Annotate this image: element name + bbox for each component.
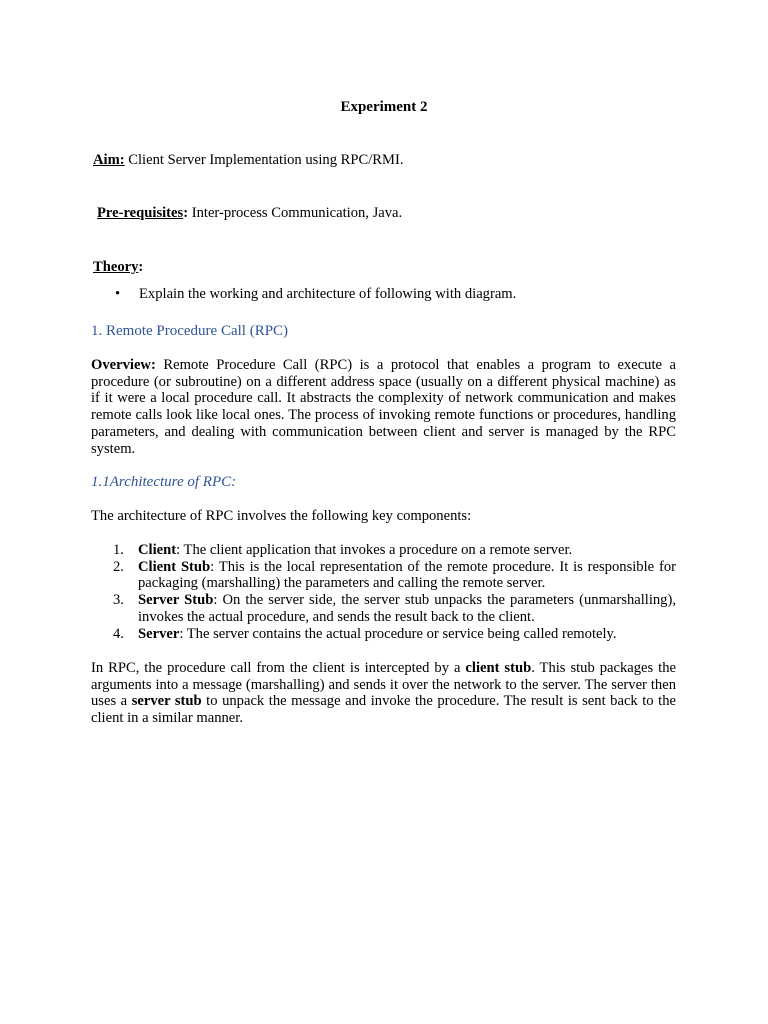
summary-text-1: In RPC, the procedure call from the client is intercepted by a (91, 660, 466, 676)
list-item-number: 1. (113, 542, 124, 558)
summary-paragraph (91, 660, 676, 727)
bullet-text: Explain the working and architecture of following with diagram. (139, 286, 517, 302)
components-list (91, 542, 676, 642)
list-item-number: 3. (113, 592, 124, 609)
section-heading-rpc: 1. Remote Procedure Call (RPC) (91, 323, 289, 339)
prereq-colon: : (183, 205, 189, 221)
list-item (91, 542, 676, 559)
list-item-desc: : The client application that invokes a procedure on a remote server. (176, 542, 573, 558)
list-item (91, 559, 676, 592)
prereq-text: Inter-process Communication, Java. (188, 205, 403, 221)
bullet-icon: • (115, 286, 121, 302)
section-heading-architecture: 1.1Architecture of RPC: (91, 474, 237, 490)
summary-text-2: . This stub packages the arguments into a message (marshalling) and sends it over the network to the server. The server then uses a (91, 660, 676, 710)
list-item-term: Client Stub (138, 558, 211, 575)
architecture-intro: The architecture of RPC involves the following key components: (91, 508, 472, 524)
summary-bold-server-stub: server stub (131, 693, 202, 710)
list-item (91, 592, 676, 625)
list-item-desc: : The server contains the actual procedure or service being called remotely. (179, 625, 617, 642)
page-title: Experiment 2 (340, 99, 428, 115)
theory-line (93, 259, 143, 276)
theory-label: Theory (93, 259, 139, 275)
overview-paragraph (91, 357, 676, 457)
list-item (91, 626, 676, 643)
theory-bullet-item (115, 286, 516, 303)
aim-label: Aim: (93, 152, 125, 168)
list-item-term: Server (138, 625, 180, 642)
list-item-number: 2. (113, 558, 124, 575)
summary-bold-client-stub: client stub (465, 660, 532, 676)
list-item-desc: : On the server side, the server stub unpacks the parameters (unmarshalling), invokes the actual procedure, and sends the result back to the client. (138, 592, 676, 625)
theory-colon: : (138, 259, 144, 275)
list-item-desc: : This is the local representation of the remote procedure. It is responsible for packaging (marshalling) the parameters and calling the remote server. (138, 558, 676, 592)
overview-text: Remote Procedure Call (RPC) is a protocol that enables a program to execute a procedure (or subroutine) on a different address space (usually on a different physical machine) as if it were a local procedure call. It abstracts the complexity of network communication and makes remote calls look like local ones. The process of invoking remote functions or procedures, handling parameters, and dealing with communication between client and server is managed by the RPC system. (91, 357, 676, 457)
list-item-number: 4. (113, 625, 124, 642)
prereq-line (97, 205, 402, 222)
list-item-term: Server Stub (138, 592, 214, 609)
aim-line (93, 152, 404, 169)
prereq-label: Pre-requisites (97, 205, 184, 221)
list-item-term: Client (138, 542, 177, 558)
aim-text: Client Server Implementation using RPC/RMI. (124, 152, 404, 168)
overview-label: Overview: (91, 357, 156, 373)
summary-text-3: to unpack the message and invoke the procedure. The result is sent back to the client in a similar manner. (91, 693, 676, 727)
